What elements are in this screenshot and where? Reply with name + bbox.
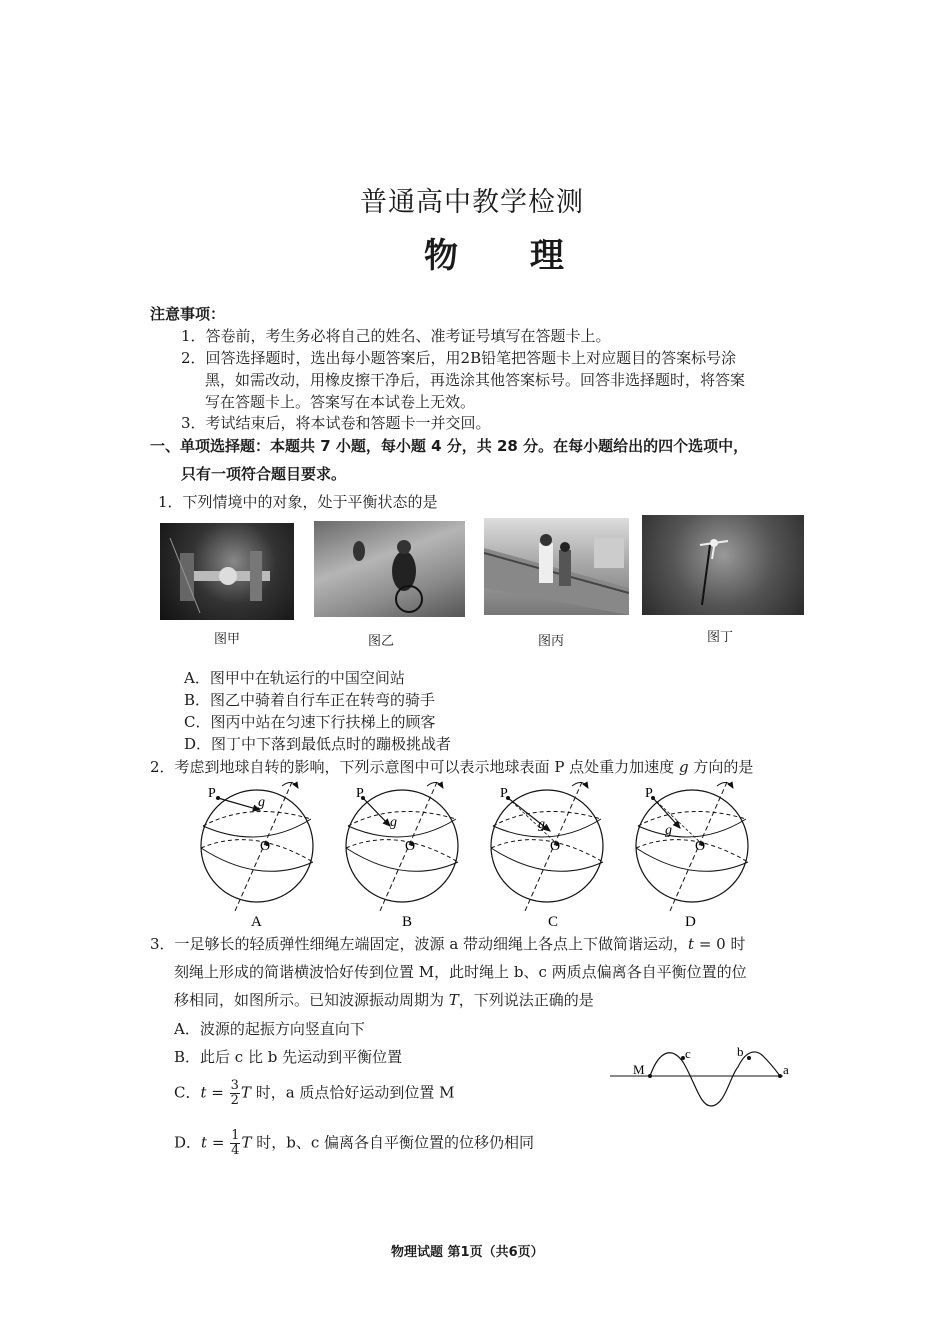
q3-option-c [174,1079,455,1108]
q3-text-end: = 0 时 [694,935,746,953]
q3-option-a: A．波源的起振方向竖直向下 [174,1020,365,1038]
q3-d-text: 时，b、c 偏离各自平衡位置的位移仍相同 [251,1133,535,1152]
globe-c-caption: C [548,914,559,930]
q1-option-b: B．图乙中骑着自行车正在转弯的骑手 [184,691,436,709]
q3-c-fraction [230,1079,240,1108]
globe-a-label-g: g [258,795,265,810]
globe-a-caption: A [251,914,262,930]
q3-c-text: 时，a 质点恰好运动到位置 M [250,1083,455,1102]
q3-d-T: T [241,1133,252,1152]
q3-t-var: t [688,935,695,953]
q3-d-prefix: D． [174,1133,202,1152]
page-footer: 物理试题 第1页（共6页） [391,1245,544,1260]
photo-bungee [642,515,804,615]
q3-option-b: B．此后 c 比 b 先运动到平衡位置 [174,1048,403,1066]
photo-escalator [484,518,629,615]
wave-label-m: M [633,1062,645,1077]
q3-T-var: T [448,991,459,1009]
globe-b [346,782,458,930]
question-3-line3 [174,990,594,1010]
question-1-stem: 1．下列情境中的对象，处于平衡状态的是 [158,493,438,511]
wave-label-b: b [737,1044,744,1059]
q3-wave-diagram [605,1042,805,1114]
globe-d-label-o: O [695,839,706,854]
q1-option-a: A．图甲中在轨运行的中国空间站 [184,669,405,687]
q2-stem-text-end: 方向的是 [688,758,754,776]
space-station-illustration [160,523,294,620]
globe-c-label-o: O [550,839,561,854]
globe-d-label-p: P [645,786,653,801]
question-2-stem [150,757,753,777]
q3-c-eq: = [206,1083,229,1102]
q3-c-num: 3 [230,1078,239,1093]
escalator-illustration [484,518,629,615]
q3-d-fraction [230,1129,240,1158]
q3-line3-end: ，下列说法正确的是 [458,991,594,1009]
globe-d-label-g: g [665,823,672,838]
photo-cyclist [314,521,465,617]
globe-a-label-o: O [260,839,271,854]
cyclist-illustration [314,521,465,617]
subject-title: 物 理 [424,236,594,276]
notice-item: 3．考试结束后，将本试卷和答题卡一并交回。 [181,414,491,432]
caption-bing: 图丙 [538,634,565,649]
caption-yi: 图乙 [368,634,395,649]
notice-item: 黑，如需改动，用橡皮擦干净后，再选涂其他答案标号。回答非选择题时，将答案 [205,371,746,389]
q1-option-d: D．图丁中下落到最低点时的蹦极挑战者 [184,735,452,753]
globe-b-caption: B [402,914,413,930]
q2-stem-text: 2．考虑到地球自转的影响，下列示意图中可以表示地球表面 P 点处重力加速度 [150,758,679,776]
q3-option-d [174,1129,534,1158]
globe-b-label-g: g [390,815,397,830]
notice-item: 写在答题卡上。答案写在本试卷上无效。 [205,393,476,411]
question-3-line2: 刻绳上形成的简谐横波恰好传到位置 M，此时绳上 b、c 两质点偏离各自平衡位置的位 [174,963,747,981]
wave-label-a: a [783,1062,789,1077]
q3-c-prefix: C． [174,1083,201,1102]
globe-b-label-p: P [356,786,364,801]
globe-c-label-p: P [500,786,508,801]
wave-label-c: c [685,1046,691,1061]
q2-globe-diagrams [180,776,780,934]
q3-c-T: T [240,1083,251,1102]
section-heading-cont: 只有一项符合题目要求。 [181,465,347,483]
notice-heading: 注意事项： [150,305,226,323]
q3-text: 3．一足够长的轻质弹性细绳左端固定，波源 a 带动细绳上各点上下做简谐运动， [150,935,689,953]
globe-b-label-o: O [405,839,416,854]
q3-d-num: 1 [231,1128,240,1143]
globe-d-caption: D [685,914,696,930]
notice-item: 2．回答选择题时，选出每小题答案后，用2B铅笔把答题卡上对应题目的答案标号涂 [181,349,737,367]
q1-option-c: C．图丙中站在匀速下行扶梯上的顾客 [184,713,436,731]
caption-jia: 图甲 [214,632,241,647]
q3-c-t: t [200,1083,207,1102]
globe-c-label-g: g [538,817,545,832]
q2-stem-g: g [678,758,689,776]
globe-a [201,782,313,930]
globe-d [636,782,748,930]
caption-ding: 图丁 [707,630,734,645]
section-heading: 一、单项选择题：本题共 7 小题，每小题 4 分，共 28 分。在每小题给出的四个选项中， [150,437,749,455]
photo-space-station [160,523,294,620]
globe-c [491,782,603,930]
q3-c-den: 2 [230,1093,239,1108]
q3-line3-text: 移相同，如图所示。已知波源振动周期为 [174,991,449,1009]
question-3-line1 [150,934,745,954]
q3-d-t: t [201,1133,208,1152]
notice-item: 1．答卷前，考生务必将自己的姓名、准考证号填写在答题卡上。 [181,327,611,345]
q3-d-den: 4 [231,1143,240,1158]
globe-a-label-p: P [208,786,216,801]
q3-d-eq: = [207,1133,230,1152]
bungee-illustration [642,515,804,615]
exam-title: 普通高中教学检测 [360,187,584,218]
